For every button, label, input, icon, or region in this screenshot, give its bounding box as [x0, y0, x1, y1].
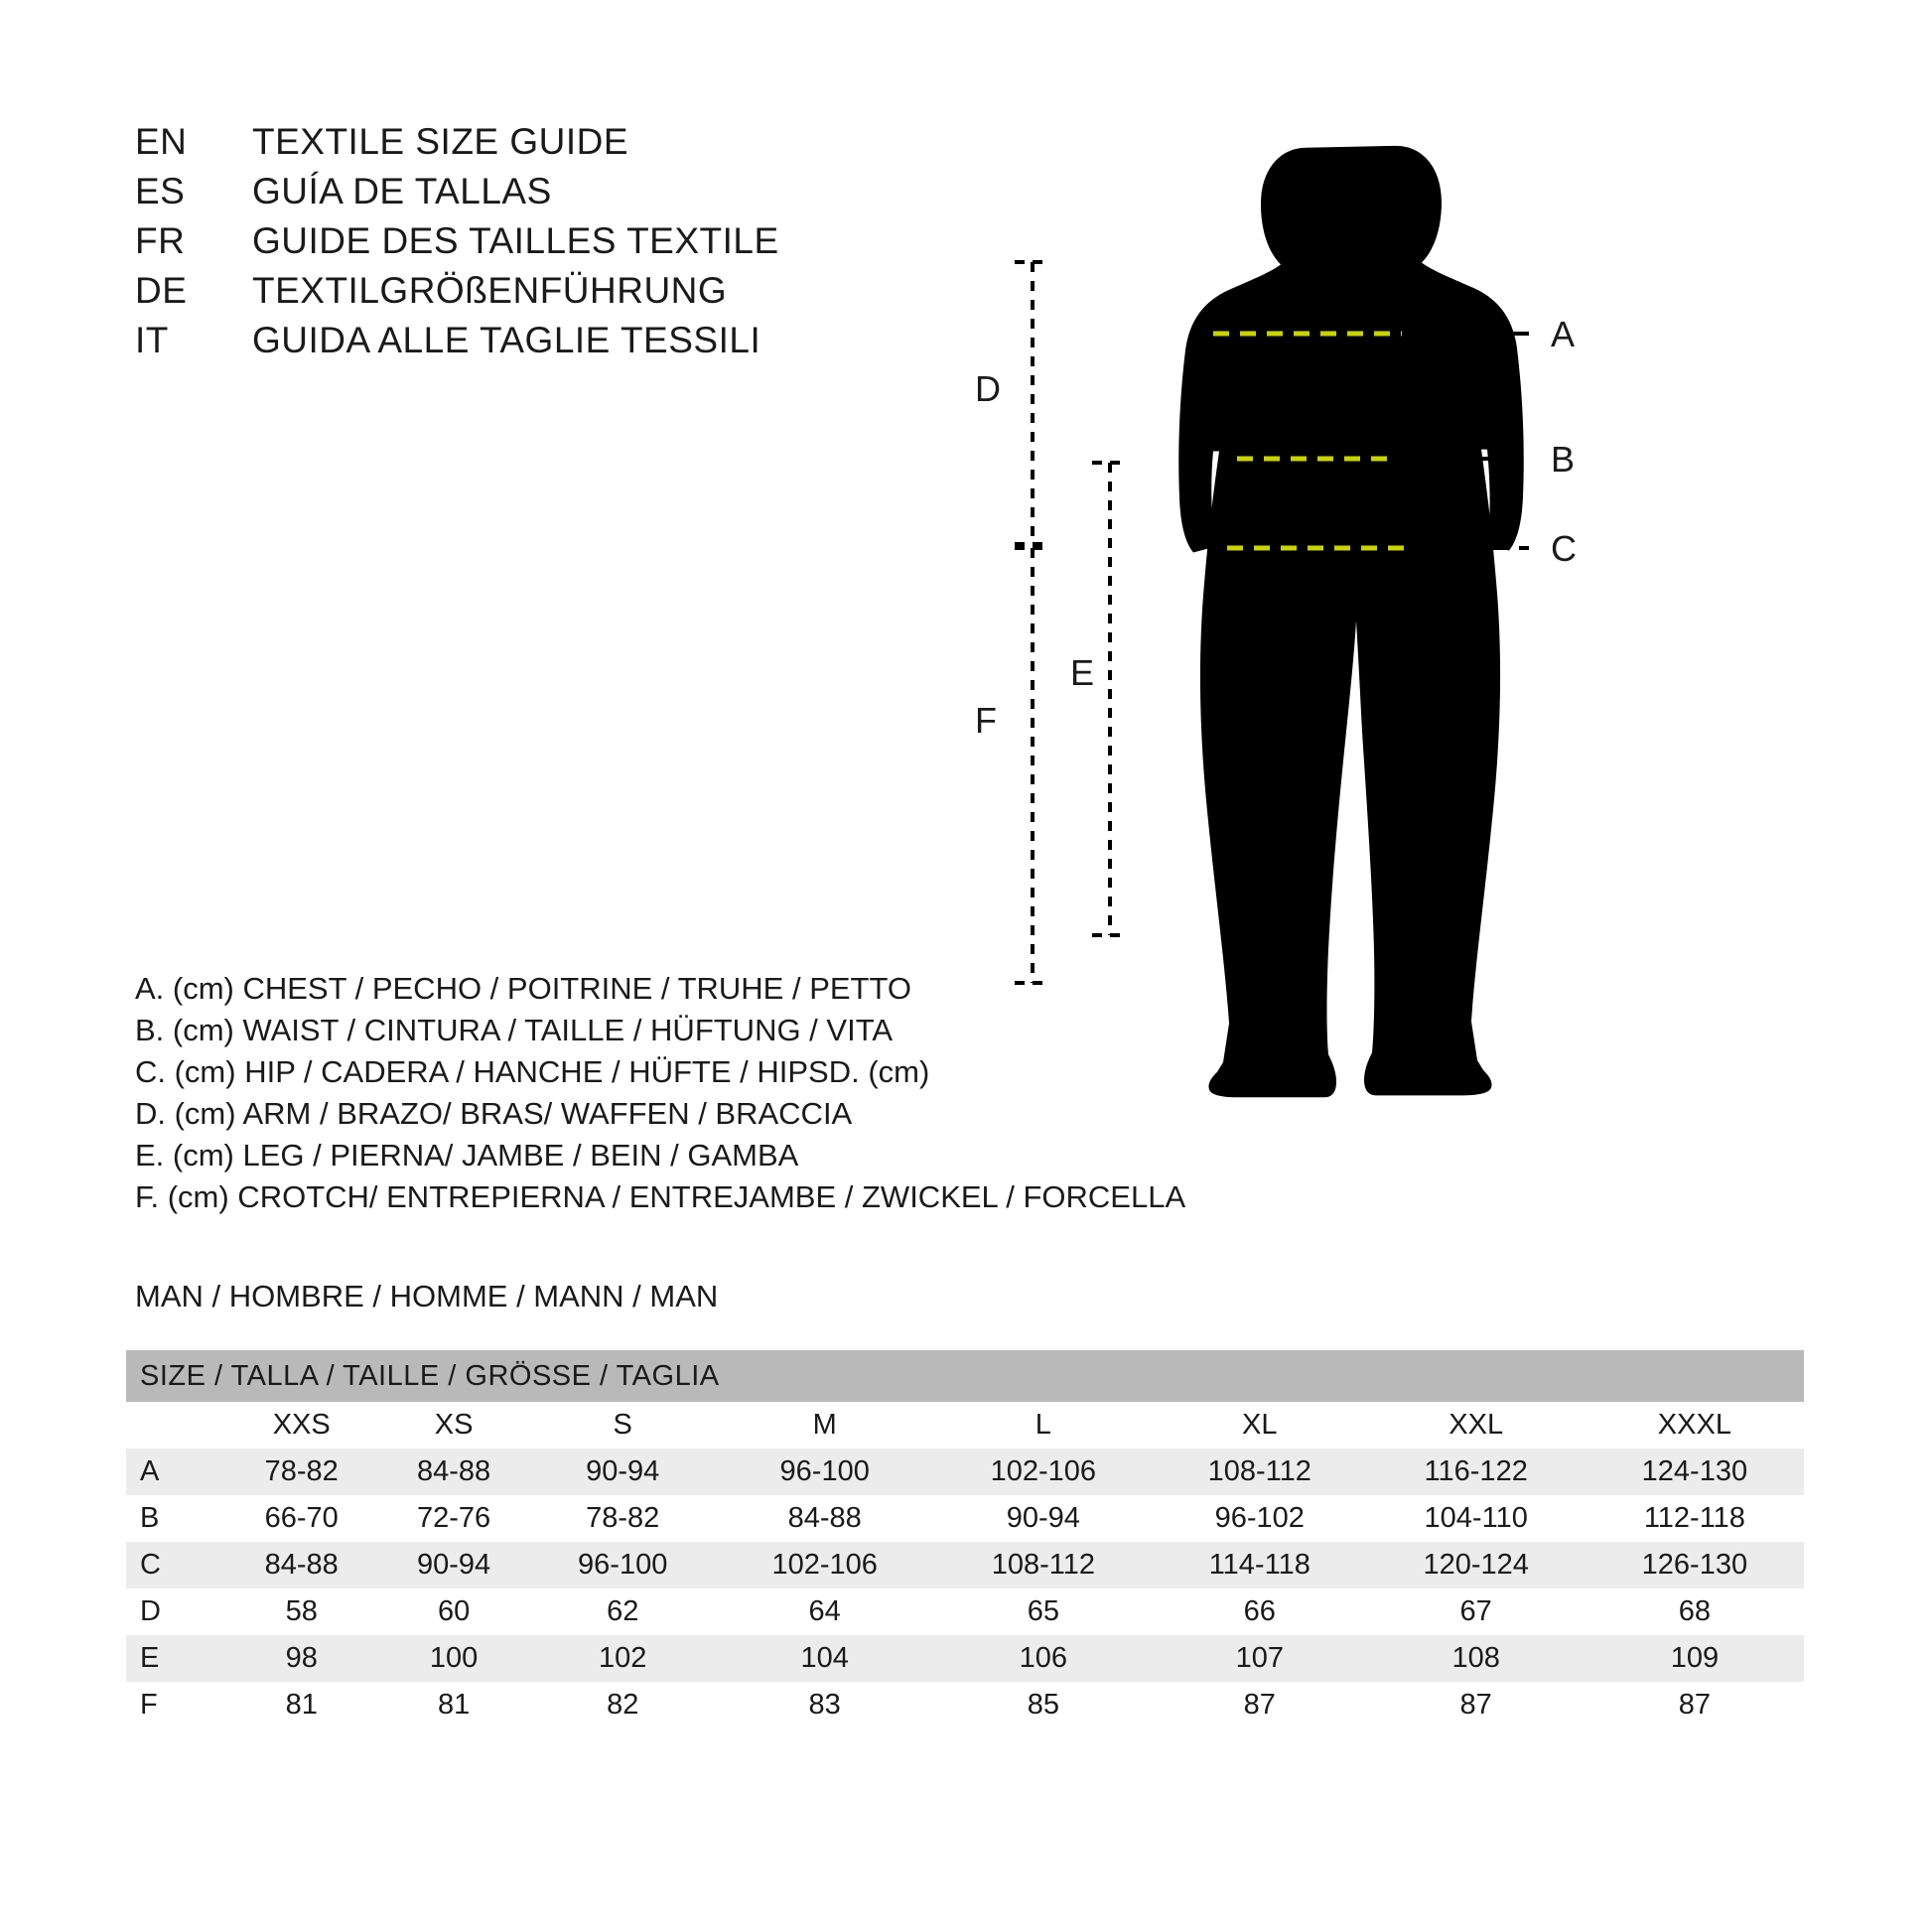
table-row — [126, 1449, 1804, 1495]
cell-b-xxxl: 112-118 — [1643, 1502, 1745, 1534]
title-text-es: GUÍA DE TALLAS — [252, 171, 552, 211]
title-text-de: TEXTILGRÖßENFÜHRUNG — [252, 270, 728, 311]
title-text-it: GUIDA ALLE TAGLIE TESSILI — [252, 320, 761, 360]
cell-a-s: 90-94 — [530, 1449, 716, 1495]
cell-d-xxl: 67 — [1459, 1595, 1492, 1627]
size-header-xl: XL — [1153, 1402, 1367, 1449]
label-c: C — [1551, 528, 1577, 569]
arm-dimension-bracket — [975, 262, 1048, 544]
size-table — [126, 1350, 1804, 1728]
legend-item-d: D. (cm) ARM / BRAZO/ BRAS/ WAFFEN / BRACCIA — [135, 1096, 853, 1131]
size-header-xxs: XXS — [225, 1402, 377, 1449]
cell-c-xxl: 120-124 — [1367, 1542, 1586, 1588]
cell-e-s: 102 — [530, 1635, 716, 1682]
cell-c-xs: 90-94 — [377, 1542, 529, 1588]
cell-c-xxs: 84-88 — [225, 1542, 377, 1588]
title-row — [135, 320, 949, 369]
cell-f-s: 82 — [607, 1689, 639, 1721]
cell-e-xxl: 108 — [1367, 1635, 1586, 1682]
cell-b-s: 78-82 — [586, 1502, 660, 1534]
corner-cell — [126, 1402, 225, 1449]
table-band-header — [126, 1350, 1804, 1402]
cell-f-l: 85 — [1027, 1689, 1059, 1721]
cell-c-xxxl: 126-130 — [1586, 1542, 1804, 1588]
cell-d-m: 64 — [808, 1595, 841, 1627]
legend-item-e: E. (cm) LEG / PIERNA/ JAMBE / BEIN / GAMBA — [135, 1138, 799, 1173]
title-lang-fr: FR — [135, 220, 186, 261]
cell-c-m: 102-106 — [716, 1542, 934, 1588]
label-a: A — [1551, 314, 1576, 354]
title-lang-en: EN — [135, 121, 188, 162]
cell-e-l: 106 — [934, 1635, 1153, 1682]
size-header-xxxl: XXXL — [1586, 1402, 1804, 1449]
title-row — [135, 171, 949, 220]
cell-a-l: 102-106 — [934, 1449, 1153, 1495]
cell-a-xxs: 78-82 — [225, 1449, 377, 1495]
legend-item-a: A. (cm) CHEST / PECHO / POITRINE / TRUHE / PETTO — [135, 971, 911, 1006]
size-header-xxl: XXL — [1367, 1402, 1586, 1449]
cell-f-xs: 81 — [437, 1689, 471, 1721]
cell-a-xxxl: 124-130 — [1586, 1449, 1804, 1495]
size-header-m: M — [716, 1402, 934, 1449]
cell-d-xxs: 58 — [285, 1595, 318, 1627]
title-row — [135, 270, 949, 320]
legend-item-f: F. (cm) CROTCH/ ENTREPIERNA / ENTREJAMBE / ZWICKEL / FORCELLA — [135, 1179, 1186, 1214]
label-e: E — [1070, 652, 1095, 693]
cell-e-xxs: 98 — [225, 1635, 377, 1682]
title-row — [135, 121, 949, 171]
table-row — [126, 1635, 1804, 1682]
row-label-a: A — [126, 1449, 225, 1495]
body-measurement-diagram — [975, 89, 1866, 1241]
cell-f-xxxl: 87 — [1678, 1689, 1712, 1721]
male-silhouette-icon — [1178, 146, 1524, 1097]
legend-item-b: B. (cm) WAIST / CINTURA / TAILLE / HÜFTUNG / VITA — [135, 1013, 894, 1047]
cell-a-xxl: 116-122 — [1367, 1449, 1586, 1495]
cell-b-m: 84-88 — [787, 1502, 862, 1534]
cell-e-xl: 107 — [1153, 1635, 1367, 1682]
cell-b-xs: 72-76 — [417, 1502, 491, 1534]
cell-b-xl: 96-102 — [1214, 1502, 1305, 1534]
cell-d-s: 62 — [607, 1595, 639, 1627]
cell-a-xl: 108-112 — [1153, 1449, 1367, 1495]
row-label-d: D — [140, 1595, 161, 1627]
crotch-dimension-bracket — [975, 548, 1048, 983]
title-text-en: TEXTILE SIZE GUIDE — [252, 121, 629, 162]
cell-b-xxs: 66-70 — [264, 1502, 339, 1534]
size-header-xs: XS — [377, 1402, 529, 1449]
size-header-l: L — [934, 1402, 1153, 1449]
cell-d-l: 65 — [1027, 1595, 1059, 1627]
row-label-c: C — [126, 1542, 225, 1588]
cell-e-m: 104 — [716, 1635, 934, 1682]
cell-d-xl: 66 — [1243, 1595, 1276, 1627]
cell-b-l: 90-94 — [1006, 1502, 1080, 1534]
table-row — [126, 1495, 1804, 1542]
row-label-f: F — [140, 1689, 158, 1721]
leg-dimension-bracket — [1070, 463, 1128, 935]
cell-f-xxs: 81 — [285, 1689, 318, 1721]
table-row — [126, 1588, 1804, 1635]
cell-a-xs: 84-88 — [377, 1449, 529, 1495]
table-row — [126, 1682, 1804, 1728]
row-label-e: E — [126, 1635, 225, 1682]
cell-c-xl: 114-118 — [1153, 1542, 1367, 1588]
label-d: D — [975, 368, 1001, 409]
title-lang-it: IT — [135, 320, 169, 360]
cell-d-xxxl: 68 — [1678, 1595, 1712, 1627]
table-size-header-row — [126, 1402, 1804, 1449]
cell-c-l: 108-112 — [934, 1542, 1153, 1588]
cell-f-xl: 87 — [1243, 1689, 1276, 1721]
cell-f-xxl: 87 — [1459, 1689, 1492, 1721]
title-text-fr: GUIDE DES TAILLES TEXTILE — [252, 220, 779, 261]
size-header-s: S — [530, 1402, 716, 1449]
cell-f-m: 83 — [808, 1689, 841, 1721]
size-band-label: SIZE / TALLA / TAILLE / GRÖSSE / TAGLIA — [126, 1350, 1804, 1402]
label-b: B — [1551, 439, 1576, 480]
cell-a-m: 96-100 — [716, 1449, 934, 1495]
label-f: F — [975, 700, 997, 741]
title-row — [135, 220, 949, 270]
row-label-b: B — [140, 1502, 160, 1534]
title-lang-de: DE — [135, 270, 188, 311]
title-lang-es: ES — [135, 171, 186, 211]
gender-label: MAN / HOMBRE / HOMME / MANN / MAN — [135, 1279, 719, 1313]
cell-e-xs: 100 — [377, 1635, 529, 1682]
title-block — [135, 121, 949, 369]
table-row — [126, 1542, 1804, 1588]
cell-e-xxxl: 109 — [1586, 1635, 1804, 1682]
cell-c-s: 96-100 — [530, 1542, 716, 1588]
legend-item-c: C. (cm) HIP / CADERA / HANCHE / HÜFTE / HIPSD. (cm) — [135, 1054, 930, 1089]
measurement-legend — [135, 968, 1187, 1218]
cell-b-xxl: 104-110 — [1424, 1502, 1528, 1534]
cell-d-xs: 60 — [437, 1595, 471, 1627]
